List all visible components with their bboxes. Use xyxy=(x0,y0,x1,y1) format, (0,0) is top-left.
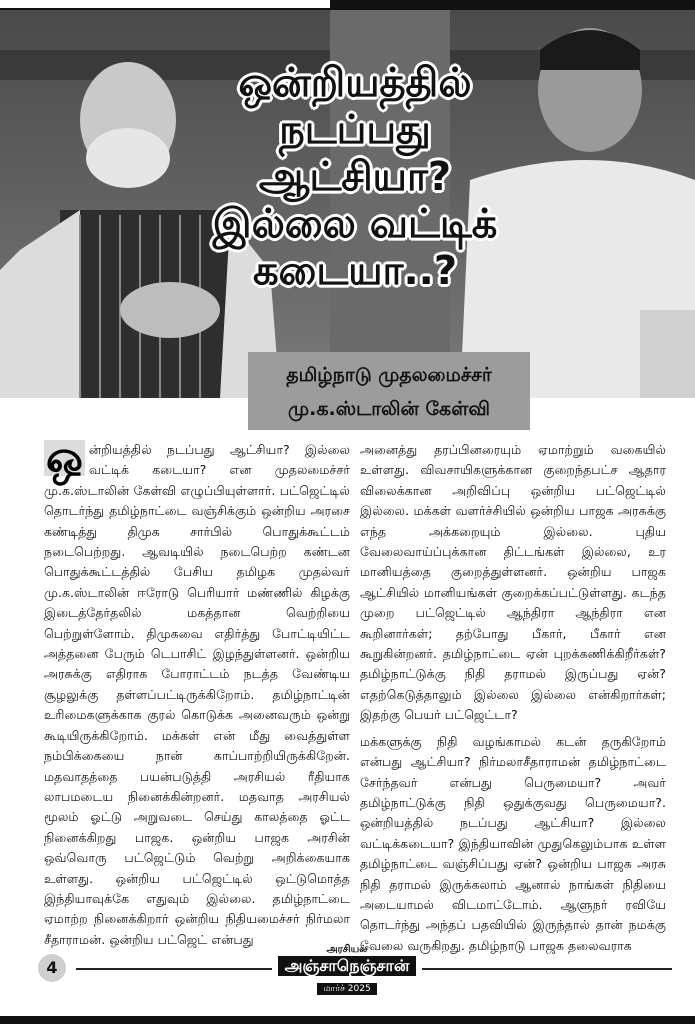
masthead-date: மார்ச் 2025 xyxy=(317,983,376,995)
masthead-name: அஞ்சாநெஞ்சான் xyxy=(278,956,416,976)
paragraph: அனைத்து தரப்பினரையும் ஏமாற்றும் வகையில் உள்ளது. விவசாயிகளுக்கான குறைந்தபட்ச ஆதார விலைக்கான அறிவிப்பு ஒன்றிய பட்ஜெட்டில் இல்லை. மக்கள் வளர்ச்சியில் ஒன்றிய பாஜக அரசுக்கு எந்த அக்கறையும் இல்லை. புதிய வேலைவாய்ப்புக்கான திட்டங்கள் இல்லை, உர மானியத்தை குறைத்துள்ளனர். ஒன்றிய பாஜக ஆட்சியில் மானியங்கள் குறைக்கப்பட்டுள்ளது. கடந்த முறை பட்ஜெட்டில் ஆந்திரா ஆந்திரா என கூறினார்கள்; தற்போது பீகார், பீகார் என கூறுகின்றனர். தமிழ்நாட்டை ஏன் புறக்கணிக்கிறீர்கள்? தமிழ்நாட்டுக்கு நிதி தராமல் இருப்பது ஏன்? எதற்கெடுத்தாலும் இல்லை இல்லை என்கிறார்கள்; இதற்கு பெயர் பட்ஜெட்டா? xyxy=(360,442,666,723)
paragraph xyxy=(44,432,350,950)
subtitle-line: தமிழ்நாடு முதலமைச்சர் xyxy=(286,364,492,386)
headline-line: நடப்பது xyxy=(279,107,431,153)
subtitle-line: மு.க.ஸ்டாலின் கேள்வி xyxy=(288,398,490,420)
top-bar xyxy=(0,0,695,10)
top-bar-tab xyxy=(0,0,330,8)
headline-line: கடையா..? xyxy=(252,248,458,294)
masthead-logo xyxy=(278,944,416,992)
headline xyxy=(195,60,515,295)
headline-line: ஒன்றியத்தில் xyxy=(238,60,472,106)
paragraph-text: ன்றியத்தில் நடப்பது ஆட்சியா? இல்லை வட்டிக் கடையா? என முதலமைச்சர் மு.க.ஸ்டாலின் கேள்வி எழுப்பியுள்ளார். பட்ஜெட்டில் தொடர்ந்து தமிழ்நாட்டை வஞ்சிக்கும் ஒன்றிய அரசை கண்டித்து திமுக சார்பில் பொதுக்கூட்டம் நடைபெற்றது. ஆவடியில் நடைபெற்ற கண்டன பொதுக்கூட்டத்தில் பேசிய தமிழக முதல்வர் மு.க.ஸ்டாலின் ஈரோடு பெரியார் மண்ணில் கிழக்கு இடைத்தேர்தலில் மகத்தான வெற்றியை பெற்றுள்ளோம். திமுகவை எதிர்த்து போட்டியிட்ட அத்தனை பேரும் டெபாசிட் இழந்துள்ளனர். ஒன்றிய அரசுக்கு எதிராக போராட்டம் நடத்த வேண்டிய சூழலுக்கு தள்ளப்பட்டிருக்கிறோம். தமிழ்நாட்டின் உரிமைகளுக்காக குரல் கொடுக்க அனைவரும் ஒன்று கூடியிருக்கிறோம். மக்கள் என் மீது வைத்துள்ள நம்பிக்கையை நான் காப்பாற்றியிருக்கிறேன். மதவாதத்தை பயன்படுத்தி அரசியல் ரீதியாக லாபமடைய நினைக்கின்றனர். மதவாத அரசியல் மூலம் ஓட்டு அறுவடை செய்து காலத்தை ஓட்ட நினைக்கிறது பாஜக. ஒன்றிய பாஜக அரசின் ஒவ்வொரு பட்ஜெட்டும் வெற்று அறிக்கையாக உள்ளது. ஒன்றிய பட்ஜெட்டில் ஒட்டுமொத்த இந்தியாவுக்கே எதுவும் இல்லை. தமிழ்நாட்டை ஏமாற்ற நினைக்கிறார் ஒன்றிய நிதியமைச்சர் நிர்மலா சீதாராமன். ஒன்றிய பட்ஜெட் என்பது xyxy=(44,442,350,947)
subtitle-box xyxy=(248,352,530,430)
headline-line: இல்லை வட்டிக் xyxy=(212,201,498,247)
article-column-right xyxy=(360,440,666,962)
drop-cap: ஒ xyxy=(46,432,83,483)
page-number: 4 xyxy=(38,954,66,982)
paragraph: மக்களுக்கு நிதி வழங்காமல் கடன் தருகிறோம் என்பது ஆட்சியா? நிர்மலாசீதாராமன் தமிழ்நாட்டை சேர்ந்தவர் என்பது பெருமையா? அவர் தமிழ்நாட்டுக்கு நிதி ஒதுக்குவது பெருமையா?. ஒன்றியத்தில் நடப்பது ஆட்சியா? இல்லை வட்டிக்கடையா? இந்தியாவின் முதுகெலும்பாக உள்ள தமிழ்நாட்டை வஞ்சிப்பது ஏன்? ஒன்றிய பாஜக அரசு நிதி தராமல் இருக்கலாம் ஆனால் நாங்கள் நிதியை அடையாமல் விடமாட்டோம். ஆளுநர் ரவியே தொடர்ந்து அந்தப் பதவியில் இருந்தால் தான் நமக்கு வேலை வருகிறது. தமிழ்நாடு பாஜக தலைவராக xyxy=(360,733,666,953)
footer-rule-left xyxy=(76,968,272,970)
article-column-left xyxy=(44,432,350,956)
headline-line: ஆட்சியா? xyxy=(258,154,452,200)
footer-rule-right xyxy=(422,968,672,970)
bottom-bar xyxy=(0,1016,695,1024)
masthead-tagline: அரசியல் xyxy=(326,944,368,955)
